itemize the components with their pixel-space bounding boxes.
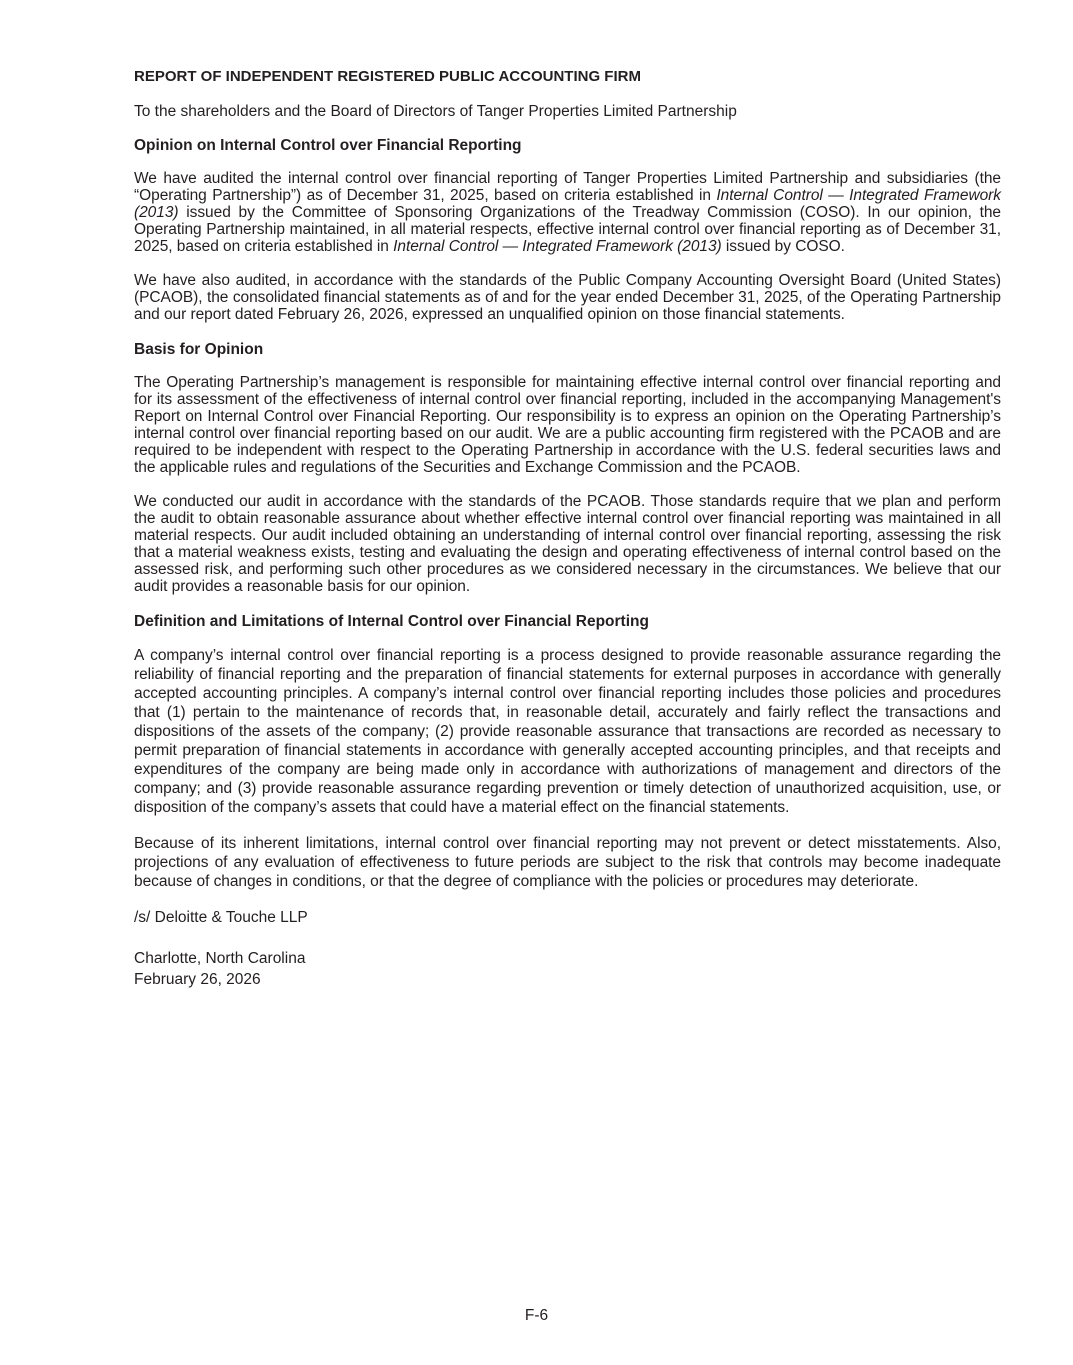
- definition-paragraph-2: Because of its inherent limitations, internal control over financial reporting may not prevent or detect misstatements. Also, projections of any evaluation of effectiveness to future periods are subject to the risk that controls may become inadequate because of changes in conditions, or that the degree of compliance with the policies or procedures may deteriorate.: [134, 835, 1001, 890]
- section-heading-definition: Definition and Limitations of Internal Control over Financial Reporting: [134, 613, 649, 630]
- page-number: F-6: [524, 1307, 549, 1324]
- basis-paragraph-1: The Operating Partnership’s management is responsible for maintaining effective internal control over financial reporting and for its assessment of the effectiveness of internal control over financial reporting, included in the accompanying Management's Report on Internal Control over Financial Reporting. Our responsibility is to express an opinion on the Operating Partnership’s internal control over financial reporting based on our audit. We are a public accounting firm registered with the PCAOB and are required to be independent with respect to the Operating Partnership in accordance with the U.S. federal securities laws and the applicable rules and regulations of the Securities and Exchange Commission and the PCAOB.: [134, 374, 1001, 476]
- opinion-text-1: We have audited the internal control over financial reporting of Tanger Properties Limited Partnership and subsidiaries (the “Operating Partnership”) as of December 31, 2025, based on criteria established in: [134, 170, 1001, 204]
- opinion-text-3: issued by COSO.: [721, 238, 845, 255]
- opinion-paragraph-2: We have also audited, in accordance with the standards of the Public Company Accounting Oversight Board (United States) (PCAOB), the consolidated financial statements as of and for the year ended December 31, 2025, of the Operating Partnership and our report dated February 26, 2026, expressed an unqualified opinion on those financial statements.: [134, 272, 1001, 323]
- report-date: February 26, 2026: [134, 971, 261, 988]
- framework-reference-1: Internal Control — Integrated Framework (2013): [134, 187, 1001, 221]
- addressee: To the shareholders and the Board of Directors of Tanger Properties Limited Partnership: [134, 103, 737, 120]
- section-heading-opinion: Opinion on Internal Control over Financial Reporting: [134, 137, 522, 154]
- basis-paragraph-2: We conducted our audit in accordance with the standards of the PCAOB. Those standards require that we plan and perform the audit to obtain reasonable assurance about whether effective internal control over financial reporting was maintained in all material respects. Our audit included obtaining an understanding of internal control over financial reporting, assessing the risk that a material weakness exists, testing and evaluating the design and operating effectiveness of internal control based on the assessed risk, and performing such other procedures as we considered necessary in the circumstances. We believe that our audit provides a reasonable basis for our opinion.: [134, 493, 1001, 595]
- section-heading-basis: Basis for Opinion: [134, 341, 264, 358]
- report-page: [134, 67, 1001, 990]
- report-title: REPORT OF INDEPENDENT REGISTERED PUBLIC ACCOUNTING FIRM: [134, 68, 641, 85]
- opinion-paragraph-1: [134, 170, 1001, 255]
- definition-paragraph-1: A company’s internal control over financial reporting is a process designed to provide reasonable assurance regarding the reliability of financial reporting and the preparation of financial statements for external purposes in accordance with generally accepted accounting principles. A company’s internal control over financial reporting includes those policies and procedures that (1) pertain to the maintenance of records that, in reasonable detail, accurately and fairly reflect the transactions and dispositions of the assets of the company; (2) provide reasonable assurance that transactions are recorded as necessary to permit preparation of financial statements in accordance with generally accepted accounting principles, and that receipts and expenditures of the company are being made only in accordance with authorizations of management and directors of the company; and (3) provide reasonable assurance regarding prevention or timely detection of unauthorized acquisition, use, or disposition of the company’s assets that could have a material effect on the financial statements.: [134, 647, 1001, 816]
- report-location: Charlotte, North Carolina: [134, 950, 306, 967]
- auditor-signature: /s/ Deloitte & Touche LLP: [134, 909, 308, 926]
- framework-reference-2: Internal Control — Integrated Framework (2013): [393, 238, 722, 255]
- opinion-text-2: issued by the Committee of Sponsoring Organizations of the Treadway Commission (COSO). In our opinion, the Operating Partnership maintained, in all material respects, effective internal control over financial reporting as of December 31, 2025, based on criteria established in: [134, 204, 1001, 255]
